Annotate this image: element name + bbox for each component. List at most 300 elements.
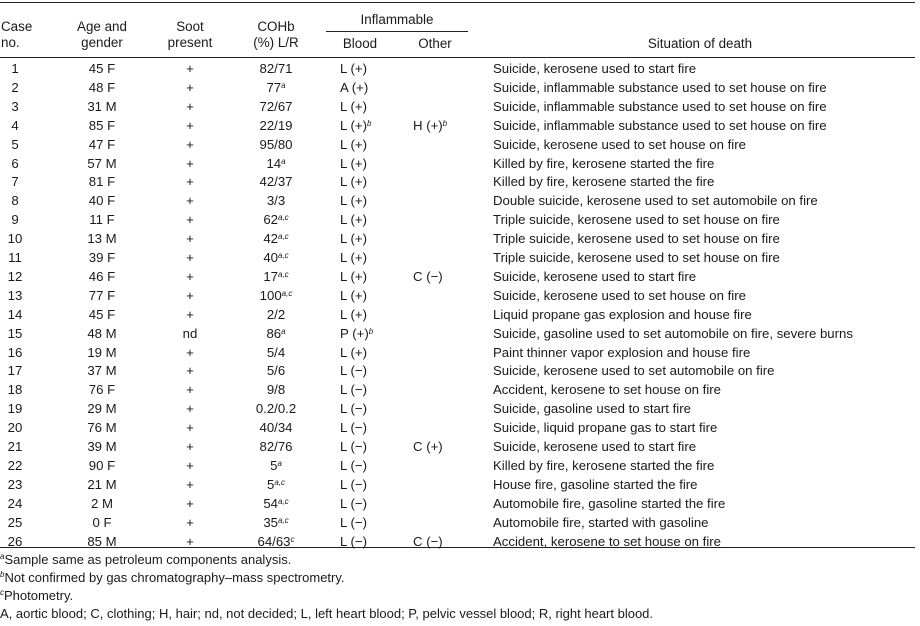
cell-cohb-text: 5/4 xyxy=(266,344,286,360)
cell-soot xyxy=(160,172,220,191)
cell-situation xyxy=(493,135,920,154)
cell-blood xyxy=(340,437,420,456)
cell-blood-footnote-mark: b xyxy=(367,118,372,128)
cell-cohb-footnote-mark: a,c xyxy=(278,496,289,506)
cell-age-gender xyxy=(72,399,132,418)
cell-blood-text: L (+) xyxy=(340,155,367,171)
cell-case xyxy=(0,78,30,97)
cell-situation xyxy=(493,172,920,191)
table-row xyxy=(0,229,920,248)
cell-blood-text: L (−) xyxy=(340,495,367,511)
cell-soot-text: + xyxy=(186,439,194,454)
cell-cohb-footnote-mark: c xyxy=(290,534,295,544)
table-row xyxy=(0,172,920,191)
cell-soot-text: + xyxy=(186,174,194,190)
table-row xyxy=(0,135,920,154)
cell-age-gender xyxy=(72,78,132,97)
cell-age-gender xyxy=(72,475,132,494)
cell-cohb-text: 62 xyxy=(263,212,278,228)
cell-soot xyxy=(160,135,220,154)
cell-blood-text: L (+) xyxy=(340,98,367,114)
cell-soot xyxy=(160,475,220,494)
cell-blood-text: L (−) xyxy=(340,533,367,549)
cell-blood-text: L (+) xyxy=(340,231,367,247)
cell-other xyxy=(413,437,463,456)
cell-situation-text: Suicide, kerosene used to start fire xyxy=(493,439,697,454)
cell-cohb xyxy=(240,305,312,324)
cell-cohb-text: 82/76 xyxy=(259,439,293,454)
table-row xyxy=(0,210,920,229)
cell-case-text: 8 xyxy=(11,193,19,209)
cell-situation xyxy=(493,437,920,456)
cell-age-gender-text: 37 M xyxy=(87,363,117,379)
header-case xyxy=(1,19,41,51)
cell-blood xyxy=(340,343,420,362)
cell-age-gender-text: 29 M xyxy=(87,401,117,417)
cell-age-gender xyxy=(72,513,132,532)
cell-case-text: 13 xyxy=(7,287,23,303)
cell-soot-text: + xyxy=(186,533,194,549)
cell-situation-text: Triple suicide, kerosene used to set house on fire xyxy=(493,250,780,265)
table-row xyxy=(0,399,920,418)
cell-blood-text: L (+) xyxy=(340,193,367,209)
table-row xyxy=(0,343,920,362)
cell-soot-text: + xyxy=(186,363,194,379)
cell-age-gender xyxy=(72,59,132,78)
cell-blood-text: L (+) xyxy=(340,174,367,190)
cell-cohb xyxy=(240,154,312,173)
table-row xyxy=(0,494,920,513)
cell-age-gender-text: 57 M xyxy=(87,155,117,171)
cell-soot xyxy=(160,97,220,116)
cell-case xyxy=(0,513,30,532)
cell-age-gender xyxy=(72,324,132,343)
cell-soot-text: + xyxy=(186,382,194,398)
cell-cohb-text: 100 xyxy=(259,287,282,303)
cell-situation xyxy=(493,513,920,532)
cell-situation xyxy=(493,305,920,324)
cell-situation xyxy=(493,59,920,78)
cell-cohb xyxy=(240,380,312,399)
cell-soot-text: + xyxy=(186,61,194,76)
cell-age-gender xyxy=(72,135,132,154)
cell-situation-text: Accident, kerosene to set house on fire xyxy=(493,382,721,398)
cell-situation-text: Triple suicide, kerosene used to set house on fire xyxy=(493,231,780,247)
cell-blood xyxy=(340,210,420,229)
cell-soot xyxy=(160,399,220,418)
cell-blood xyxy=(340,286,420,305)
cell-age-gender-text: 2 M xyxy=(91,495,113,511)
cell-situation xyxy=(493,286,920,305)
header-age xyxy=(67,19,137,51)
cell-soot xyxy=(160,267,220,286)
cell-cohb-footnote-mark: a xyxy=(281,156,286,166)
cell-cohb xyxy=(240,361,312,380)
cell-blood xyxy=(340,305,420,324)
cell-blood-text: P (+) xyxy=(340,325,369,341)
cell-situation-text: Suicide, kerosene used to start fire xyxy=(493,61,697,76)
footnote-text: Not confirmed by gas chromatography–mass spectrometry. xyxy=(4,570,345,585)
cell-soot-text: + xyxy=(186,514,194,530)
cell-case-text: 23 xyxy=(7,476,23,492)
footnote xyxy=(0,552,291,568)
cell-situation xyxy=(493,456,920,475)
cell-age-gender-text: 46 F xyxy=(88,268,116,284)
table-row xyxy=(0,97,920,116)
table-row xyxy=(0,154,920,173)
cell-case-text: 24 xyxy=(7,495,23,511)
cell-cohb-footnote-mark: a xyxy=(277,458,282,468)
cell-situation xyxy=(493,475,920,494)
table-row xyxy=(0,437,920,456)
header-soot-line2: present xyxy=(167,35,213,50)
cell-blood xyxy=(340,172,420,191)
cell-soot xyxy=(160,116,220,135)
cell-age-gender-text: 21 M xyxy=(87,476,117,492)
cell-case-text: 10 xyxy=(7,231,23,247)
cell-case-text: 7 xyxy=(11,174,19,190)
cell-case-text: 16 xyxy=(7,344,23,360)
cell-case-text: 9 xyxy=(11,212,19,228)
table-row xyxy=(0,324,920,343)
cell-case xyxy=(0,210,30,229)
cell-situation-text: Accident, kerosene to set house on fire xyxy=(493,533,721,549)
cell-case-text: 11 xyxy=(8,250,22,265)
cell-case xyxy=(0,494,30,513)
cell-soot xyxy=(160,513,220,532)
cell-case-text: 22 xyxy=(7,457,23,473)
cell-blood-text: L (−) xyxy=(340,363,367,379)
cell-blood-text: L (+) xyxy=(340,250,367,265)
cell-situation-text: Killed by fire, kerosene started the fire xyxy=(493,174,715,190)
cell-blood-text: L (+) xyxy=(340,344,367,360)
footnote-text: A, aortic blood; C, clothing; H, hair; nd, not decided; L, left heart blood; P, pelvic vessel blood; R, right heart blood. xyxy=(0,606,654,621)
cell-cohb-text: 9/8 xyxy=(266,382,286,398)
cell-blood-text: L (−) xyxy=(340,439,367,454)
cell-blood xyxy=(340,191,420,210)
cell-other xyxy=(413,116,463,135)
cell-age-gender xyxy=(72,418,132,437)
cell-age-gender-text: 47 F xyxy=(88,136,116,152)
cell-situation xyxy=(493,494,920,513)
cell-blood-text: L (−) xyxy=(340,420,367,436)
cell-case xyxy=(0,324,30,343)
cell-blood xyxy=(340,116,420,135)
cell-situation-text: Suicide, inflammable substance used to set house on fire xyxy=(493,117,827,133)
cell-age-gender xyxy=(72,248,132,267)
table-row xyxy=(0,286,920,305)
cell-case-text: 2 xyxy=(11,79,19,95)
footnote xyxy=(0,606,653,622)
cell-soot xyxy=(160,437,220,456)
cell-other-text: C (−) xyxy=(413,268,443,284)
header-cohb xyxy=(236,19,316,51)
cell-blood-text: L (−) xyxy=(340,457,367,473)
cell-soot-text: + xyxy=(186,117,194,133)
cell-case xyxy=(0,380,30,399)
cell-soot-text: + xyxy=(186,457,194,473)
header-inflammable: Inflammable xyxy=(360,12,434,27)
cell-age-gender-text: 45 F xyxy=(88,306,116,322)
cell-blood xyxy=(340,513,420,532)
cell-situation-text: Suicide, kerosene used to set house on fire xyxy=(493,287,746,303)
cell-soot-text: + xyxy=(186,98,194,114)
cell-case-text: 17 xyxy=(7,363,23,379)
table-top-rule xyxy=(0,2,915,3)
cell-case xyxy=(0,154,30,173)
cell-soot-text: + xyxy=(186,287,194,303)
cell-blood xyxy=(340,78,420,97)
cell-age-gender xyxy=(72,116,132,135)
cell-cohb xyxy=(240,343,312,362)
cell-cohb xyxy=(240,324,312,343)
table-row xyxy=(0,418,920,437)
cell-case xyxy=(0,361,30,380)
cell-soot xyxy=(160,248,220,267)
cell-age-gender-text: 39 M xyxy=(87,439,117,454)
cell-situation-text: Paint thinner vapor explosion and house fire xyxy=(493,344,751,360)
cell-situation xyxy=(493,418,920,437)
cell-soot xyxy=(160,456,220,475)
cell-blood-footnote-mark: b xyxy=(368,326,374,336)
cell-cohb-text: 35 xyxy=(263,514,278,530)
cell-situation xyxy=(493,116,920,135)
cell-situation-text: Liquid propane gas explosion and house fire xyxy=(493,306,752,322)
cell-cohb-text: 54 xyxy=(263,495,278,511)
cell-cohb-text: 40 xyxy=(263,250,278,265)
cell-cohb xyxy=(240,494,312,513)
header-soot-line1: Soot xyxy=(176,19,204,34)
cell-cohb xyxy=(240,135,312,154)
cell-blood xyxy=(340,494,420,513)
cell-case xyxy=(0,267,30,286)
cell-blood xyxy=(340,456,420,475)
cell-blood-text: L (−) xyxy=(340,401,367,417)
cell-cohb-text: 95/80 xyxy=(259,136,293,152)
cell-age-gender xyxy=(72,286,132,305)
cell-situation xyxy=(493,248,920,267)
cell-case xyxy=(0,437,30,456)
cell-case xyxy=(0,418,30,437)
cell-soot-text: + xyxy=(186,401,194,417)
cell-cohb-footnote-mark: a xyxy=(281,80,286,90)
cell-soot-text: + xyxy=(186,306,194,322)
cell-situation-text: Automobile fire, started with gasoline xyxy=(493,514,709,530)
cell-situation xyxy=(493,324,920,343)
cell-case-text: 19 xyxy=(7,401,23,417)
cell-blood xyxy=(340,229,420,248)
cell-cohb-text: 22/19 xyxy=(259,117,293,133)
cell-cohb xyxy=(240,286,312,305)
cell-blood-text: L (+) xyxy=(340,212,367,228)
cell-cohb-footnote-mark: a,c xyxy=(274,477,285,487)
cell-age-gender-text: 19 M xyxy=(87,344,117,360)
cell-soot xyxy=(160,343,220,362)
cell-situation-text: Automobile fire, gasoline started the fire xyxy=(493,495,726,511)
cell-age-gender xyxy=(72,154,132,173)
cell-cohb xyxy=(240,456,312,475)
cell-case xyxy=(0,229,30,248)
cell-soot-text: + xyxy=(186,344,194,360)
cell-age-gender-text: 48 M xyxy=(87,325,117,341)
table-row xyxy=(0,361,920,380)
cell-situation-text: Suicide, inflammable substance used to set house on fire xyxy=(493,79,827,95)
table-bottom-rule xyxy=(0,547,915,548)
cell-cohb-footnote-mark: a,c xyxy=(278,232,289,242)
cell-situation xyxy=(493,361,920,380)
cell-soot xyxy=(160,305,220,324)
cell-soot-text: + xyxy=(186,476,194,492)
cell-cohb xyxy=(240,116,312,135)
table-row xyxy=(0,305,920,324)
cell-cohb xyxy=(240,437,312,456)
inflammable-group-rule xyxy=(326,31,468,32)
cell-soot xyxy=(160,418,220,437)
cell-cohb-footnote-mark: a,c xyxy=(278,515,289,525)
cell-soot xyxy=(160,154,220,173)
cell-cohb-text: 40/34 xyxy=(259,420,293,436)
cell-cohb-text: 86 xyxy=(266,325,282,341)
cell-blood-text: L (−) xyxy=(340,514,367,530)
cell-age-gender-text: 76 F xyxy=(88,382,116,398)
cell-cohb-text: 42/37 xyxy=(259,174,293,190)
table-row xyxy=(0,78,920,97)
header-cohb-line2: (%) L/R xyxy=(253,35,299,50)
cell-cohb xyxy=(240,191,312,210)
cell-age-gender-text: 48 F xyxy=(88,79,116,95)
cell-blood xyxy=(340,135,420,154)
cell-cohb-text: 5/6 xyxy=(266,363,286,379)
cell-blood-text: L (+) xyxy=(340,117,367,133)
cell-situation-text: Suicide, inflammable substance used to set house on fire xyxy=(493,98,827,114)
cell-case-text: 6 xyxy=(11,155,19,171)
cell-age-gender xyxy=(72,267,132,286)
cell-blood-text: A (+) xyxy=(340,79,369,95)
cell-age-gender-text: 45 F xyxy=(88,61,116,76)
cell-age-gender-text: 39 F xyxy=(88,250,116,265)
cell-blood xyxy=(340,154,420,173)
cell-cohb-text: 72/67 xyxy=(259,98,293,114)
cell-case xyxy=(0,399,30,418)
table-row xyxy=(0,267,920,286)
cell-situation xyxy=(493,399,920,418)
footnote-mark: b xyxy=(0,570,5,579)
header-situation: Situation of death xyxy=(647,36,753,51)
table-row xyxy=(0,456,920,475)
cell-age-gender-text: 90 F xyxy=(88,457,116,473)
cell-blood xyxy=(340,380,420,399)
cell-case-text: 21 xyxy=(7,439,23,454)
header-age-line2: gender xyxy=(81,35,123,50)
header-bottom-rule xyxy=(0,57,915,58)
cell-blood-text: L (+) xyxy=(340,61,367,76)
header-soot xyxy=(155,19,225,51)
cell-case-text: 3 xyxy=(11,98,19,114)
cell-cohb-text: 2/2 xyxy=(266,306,286,322)
cell-case-text: 25 xyxy=(7,514,23,530)
cell-cohb-text: 0.2/0.2 xyxy=(255,401,297,417)
cell-soot-text: + xyxy=(186,79,194,95)
cell-age-gender-text: 76 M xyxy=(87,420,117,436)
cell-cohb-text: 14 xyxy=(266,155,282,171)
header-blood: Blood xyxy=(342,36,378,51)
cell-soot-text: + xyxy=(186,495,194,511)
cell-other-text: C (+) xyxy=(413,439,443,454)
cell-other-text: C (−) xyxy=(413,533,443,549)
cell-cohb-text: 77 xyxy=(266,79,282,95)
cell-situation-text: House fire, gasoline started the fire xyxy=(493,476,698,492)
cell-case-text: 26 xyxy=(7,533,23,549)
cell-cohb-text: 17 xyxy=(263,268,278,284)
table-row xyxy=(0,116,920,135)
cell-other xyxy=(413,267,463,286)
cell-situation-text: Triple suicide, kerosene used to set house on fire xyxy=(493,212,780,228)
cell-case-text: 18 xyxy=(7,382,23,398)
cell-cohb-text: 5 xyxy=(266,476,275,492)
cell-cohb-text: 42 xyxy=(263,231,278,247)
cell-age-gender-text: 40 F xyxy=(88,193,116,209)
cell-age-gender-text: 81 F xyxy=(88,174,116,190)
cell-blood xyxy=(340,59,420,78)
cell-cohb-footnote-mark: a,c xyxy=(278,213,289,223)
cell-age-gender xyxy=(72,97,132,116)
cell-case xyxy=(0,172,30,191)
cell-age-gender-text: 77 F xyxy=(88,287,116,303)
cell-situation xyxy=(493,229,920,248)
cell-situation xyxy=(493,154,920,173)
cell-situation-text: Suicide, kerosene used to set automobile on fire xyxy=(493,363,775,379)
footnote xyxy=(0,588,73,604)
cell-soot xyxy=(160,361,220,380)
cell-case xyxy=(0,456,30,475)
cell-cohb xyxy=(240,399,312,418)
header-case-line1: Case xyxy=(1,19,33,34)
cell-blood-text: L (−) xyxy=(340,382,367,398)
cell-age-gender xyxy=(72,305,132,324)
cell-other-text: H (+) xyxy=(413,117,443,133)
cell-situation-text: Suicide, gasoline used to set automobile on fire, severe burns xyxy=(493,325,853,341)
cell-blood xyxy=(340,267,420,286)
cell-case-text: 14 xyxy=(7,306,23,322)
cell-age-gender xyxy=(72,437,132,456)
cell-soot xyxy=(160,59,220,78)
cell-cohb xyxy=(240,210,312,229)
cell-age-gender-text: 0 F xyxy=(92,514,112,530)
cell-situation xyxy=(493,78,920,97)
cell-cohb-footnote-mark: a,c xyxy=(278,251,289,260)
header-cohb-line1: COHb xyxy=(257,19,295,34)
cell-cohb xyxy=(240,172,312,191)
cell-soot-text: nd xyxy=(182,325,198,341)
cell-age-gender-text: 31 M xyxy=(87,98,117,114)
cell-case xyxy=(0,286,30,305)
cell-situation xyxy=(493,97,920,116)
cell-cohb xyxy=(240,59,312,78)
table-row xyxy=(0,513,920,532)
cell-situation xyxy=(493,191,920,210)
cell-situation xyxy=(493,343,920,362)
cell-age-gender-text: 13 M xyxy=(87,231,117,247)
cell-situation-text: Killed by fire, kerosene started the fire xyxy=(493,155,715,171)
cell-cohb-text: 64/63 xyxy=(257,533,291,549)
cell-age-gender xyxy=(72,229,132,248)
table-row xyxy=(0,380,920,399)
cell-age-gender-text: 85 F xyxy=(88,117,116,133)
cell-cohb xyxy=(240,475,312,494)
cell-case-text: 20 xyxy=(7,420,23,436)
cell-other-footnote-mark: b xyxy=(442,118,448,128)
cell-situation xyxy=(493,210,920,229)
